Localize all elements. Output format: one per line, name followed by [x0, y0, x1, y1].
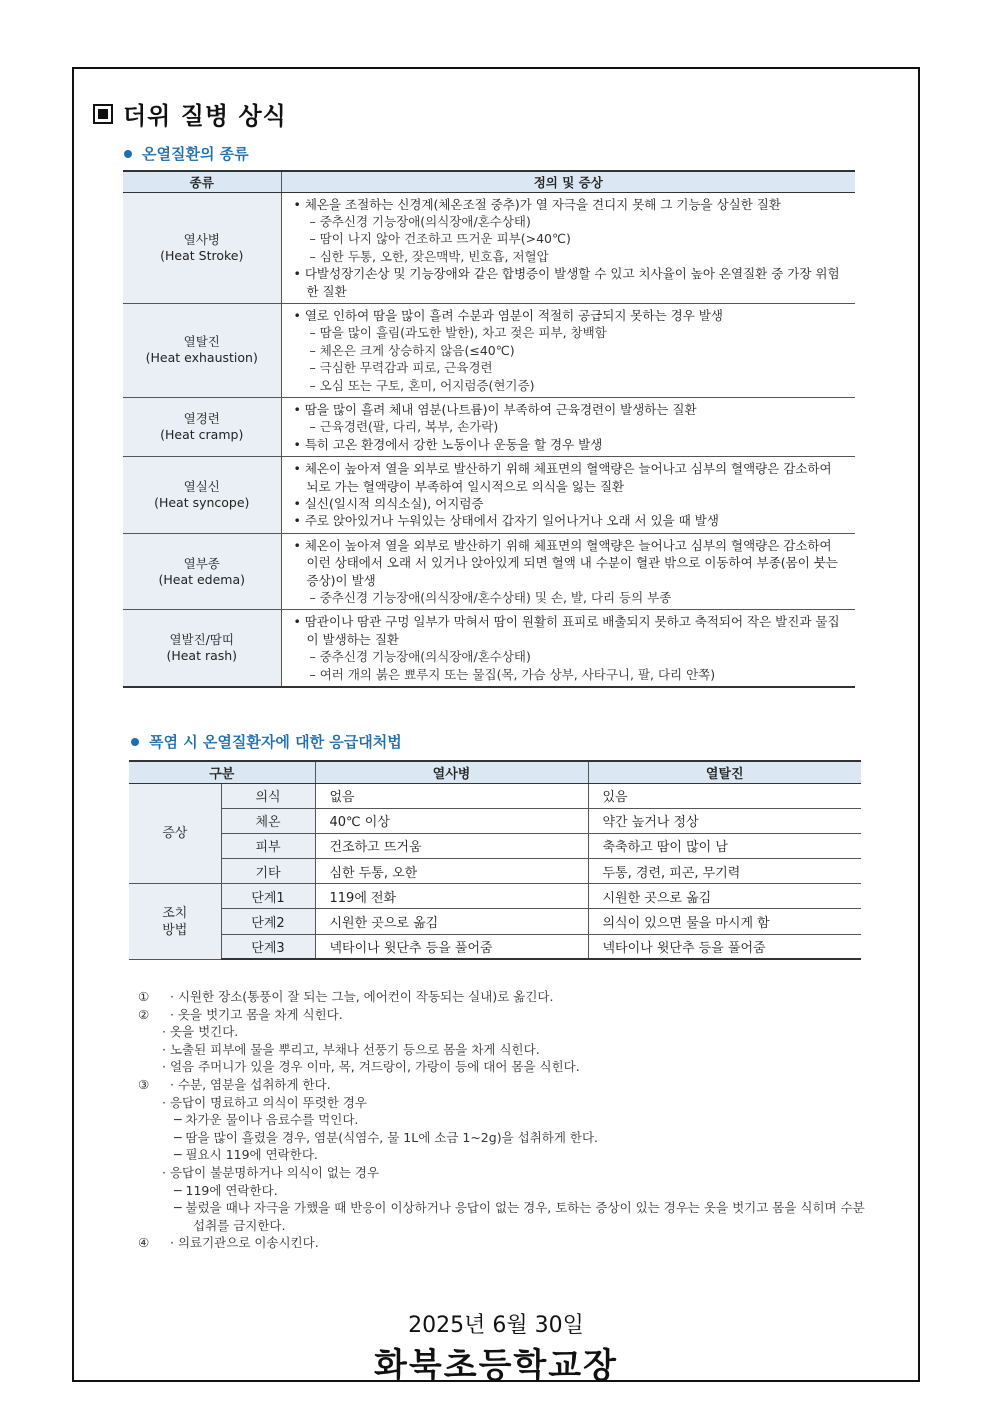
step-line: · 응답이 불분명하거나 의식이 없는 경우 — [162, 1164, 380, 1180]
col-header-group: 구분 — [129, 761, 315, 783]
principal-signature: 화북초등학교장 — [374, 1346, 618, 1386]
heat-illness-types-table — [123, 170, 855, 688]
step-text: · 시원한 장소(통풍이 잘 되는 그늘, 에어컨이 작동되는 실내)로 옮긴다. — [170, 989, 554, 1004]
table-row — [123, 397, 855, 456]
table-header-row — [129, 761, 861, 783]
heat-exhaustion-cell: 있음 — [588, 783, 861, 808]
illness-english-name: (Heat edema) — [158, 571, 246, 587]
step-line — [138, 1234, 868, 1252]
first-aid-steps — [138, 988, 868, 1252]
table-row — [129, 783, 861, 808]
section2-heading — [131, 731, 402, 752]
illness-description-cell — [281, 457, 855, 534]
illness-name-cell — [123, 457, 281, 534]
bullet-line: • 특히 고온 환경에서 강한 노동이나 운동을 할 경우 발생 — [294, 436, 848, 453]
bullet-dot-icon — [124, 150, 132, 158]
square-bullet-icon — [93, 104, 113, 124]
bullet-dot-icon — [131, 738, 139, 746]
group-cell: 증상 — [129, 783, 221, 884]
step-line: ─ 차가운 물이나 음료수를 먹인다. — [174, 1112, 359, 1128]
step-line: ─ 필요시 119에 연락한다. — [174, 1147, 318, 1163]
step-text: · 수분, 염분을 섭취하게 한다. — [170, 1076, 331, 1092]
illness-name-cell — [123, 397, 281, 456]
page-title — [93, 96, 287, 131]
heat-exhaustion-cell: 의식이 있으면 물을 마시게 함 — [588, 909, 861, 934]
step-line — [138, 1006, 868, 1024]
illness-description-cell — [281, 533, 855, 610]
dash-line: – 땀을 많이 흘림(과도한 발한), 차고 젖은 피부, 창백함 — [294, 324, 848, 341]
step-number: ② — [138, 1006, 150, 1022]
sub-category-cell: 체온 — [221, 808, 315, 833]
illness-name-cell — [123, 192, 281, 303]
sub-category-cell: 기타 — [221, 859, 315, 884]
step-number: ④ — [138, 1235, 150, 1251]
dash-line: – 오심 또는 구토, 혼미, 어지럼증(현기증) — [294, 377, 848, 394]
bullet-line: • 주로 앉아있거나 누워있는 상태에서 갑자기 일어나거나 오래 서 있을 때 발생 — [294, 512, 848, 529]
table-row — [123, 533, 855, 610]
table-row — [123, 192, 855, 303]
sub-category-cell: 의식 — [221, 783, 315, 808]
document-date: 2025년 6월 30일 — [408, 1313, 584, 1338]
first-aid-table — [129, 760, 861, 960]
table-row — [123, 303, 855, 397]
sub-category-cell: 단계2 — [221, 909, 315, 934]
step-line: · 응답이 명료하고 의식이 뚜렷한 경우 — [162, 1094, 367, 1110]
dash-line: – 체온은 크게 상승하지 않음(≤40℃) — [294, 342, 848, 359]
section1-heading-text: 온열질환의 종류 — [142, 145, 249, 163]
step-line: · 노출된 피부에 물을 뿌리고, 부채나 선풍기 등으로 몸을 차게 식힌다. — [162, 1041, 540, 1057]
col-header-heat-exhaustion: 열탈진 — [588, 761, 861, 783]
section2-heading-text: 폭염 시 온열질환자에 대한 응급대처법 — [149, 733, 402, 751]
illness-name: 열탈진 — [183, 334, 220, 350]
heatstroke-cell: 넥타이나 윗단추 등을 풀어줌 — [315, 934, 588, 959]
heatstroke-cell: 없음 — [315, 783, 588, 808]
dash-line: – 땀이 나지 않아 건조하고 뜨거운 피부(>40℃) — [294, 230, 848, 247]
dash-line: – 여러 개의 붉은 뾰루지 또는 물집(목, 가슴 상부, 사타구니, 팔, 다리 안쪽) — [294, 666, 848, 683]
bullet-line: • 체온이 높아져 열을 외부로 발산하기 위해 체표면의 혈액량은 늘어나고 심부의 혈액량은 감소하여 뇌로 가는 혈액량이 부족하여 일시적으로 의식을 잃는 질환 — [294, 460, 848, 495]
step-line — [138, 1076, 868, 1094]
illness-description-cell — [281, 610, 855, 687]
illness-name: 열부종 — [183, 555, 220, 571]
illness-name: 열발진/땀띠 — [169, 632, 235, 648]
step-number: ③ — [138, 1076, 150, 1092]
step-line: ─ 119에 연락한다. — [174, 1182, 278, 1198]
illness-english-name: (Heat exhaustion) — [145, 350, 258, 366]
illness-english-name: (Heat syncope) — [154, 495, 250, 510]
bullet-line: • 열로 인하여 땀을 많이 흘려 수분과 염분이 적절히 공급되지 못하는 경우 발생 — [294, 307, 848, 324]
illness-english-name: (Heat Stroke) — [160, 247, 244, 263]
heatstroke-cell: 시원한 곳으로 옮김 — [315, 909, 588, 934]
dash-line: – 극심한 무력감과 피로, 근육경련 — [294, 359, 848, 376]
section1-heading — [124, 143, 249, 164]
table-row — [129, 934, 861, 959]
group-cell: 조치 방법 — [129, 884, 221, 960]
dash-line: – 중추신경 기능장애(의식장애/혼수상태) — [294, 648, 848, 665]
table-row — [123, 610, 855, 687]
illness-name: 열사병 — [183, 231, 220, 247]
heatstroke-cell: 건조하고 뜨거움 — [315, 833, 588, 858]
step-line: · 옷을 벗긴다. — [162, 1024, 239, 1040]
illness-name-cell — [123, 303, 281, 397]
step-line: ─ 땀을 많이 흘렸을 경우, 염분(식염수, 물 1L에 소금 1~2g)을 섭취하게 한다. — [174, 1129, 599, 1145]
sub-category-cell: 단계1 — [221, 884, 315, 909]
col-header-heatstroke: 열사병 — [315, 761, 588, 783]
table-row — [129, 859, 861, 884]
heatstroke-cell: 심한 두통, 오한 — [315, 859, 588, 884]
sub-category-cell: 단계3 — [221, 934, 315, 959]
dash-line: – 근육경련(팔, 다리, 복부, 손가락) — [294, 418, 848, 435]
bullet-line: • 실신(일시적 의식소실), 어지럼증 — [294, 495, 848, 512]
page-title-text: 더위 질병 상식 — [123, 102, 287, 130]
dash-line: – 심한 두통, 오한, 잦은맥박, 빈호흡, 저혈압 — [294, 248, 848, 265]
step-line: ─ 불렀을 때나 자극을 가했을 때 반응이 이상하거나 응답이 없는 경우, 토하는 증상이 있는 경우는 옷을 벗기고 몸을 식히며 수분 섭취를 금지한다. — [174, 1200, 865, 1233]
bullet-line: • 체온을 조절하는 신경계(체온조절 중추)가 열 자극을 견디지 못해 그 기능을 상실한 질환 — [294, 196, 848, 213]
heatstroke-cell: 40℃ 이상 — [315, 808, 588, 833]
table-header-row — [123, 171, 855, 192]
col-header-desc: 정의 및 증상 — [281, 171, 855, 192]
heat-exhaustion-cell: 넥타이나 윗단추 등을 풀어줌 — [588, 934, 861, 959]
heatstroke-cell: 119에 전화 — [315, 884, 588, 909]
table-row — [129, 833, 861, 858]
step-text: · 의료기관으로 이송시킨다. — [170, 1235, 319, 1251]
illness-description-cell — [281, 192, 855, 303]
illness-name: 열실신 — [183, 479, 220, 494]
illness-description-cell — [281, 397, 855, 456]
bullet-line: • 다발성장기손상 및 기능장애와 같은 합병증이 발생할 수 있고 치사율이 높아 온열질환 중 가장 위험한 질환 — [294, 265, 848, 300]
bullet-line: • 땀관이나 땀관 구멍 일부가 막혀서 땀이 원활히 표피로 배출되지 못하고 축적되어 작은 발진과 물집이 발생하는 질환 — [294, 613, 848, 648]
illness-english-name: (Heat cramp) — [160, 427, 244, 443]
col-header-kind: 종류 — [123, 171, 281, 192]
step-number: ① — [138, 989, 150, 1004]
heat-exhaustion-cell: 축축하고 땀이 많이 남 — [588, 833, 861, 858]
illness-name-cell — [123, 610, 281, 687]
heat-exhaustion-cell: 약간 높거나 정상 — [588, 808, 861, 833]
bullet-line: • 땀을 많이 흘려 체내 염분(나트륨)이 부족하여 근육경련이 발생하는 질환 — [294, 401, 848, 418]
step-line — [138, 988, 868, 1006]
heat-exhaustion-cell: 두통, 경련, 피곤, 무기력 — [588, 859, 861, 884]
table-row — [123, 457, 855, 534]
heat-exhaustion-cell: 시원한 곳으로 옮김 — [588, 884, 861, 909]
step-line: · 얼음 주머니가 있을 경우 이마, 목, 겨드랑이, 가랑이 등에 대어 몸을 식힌다. — [162, 1059, 580, 1075]
dash-line: – 중추신경 기능장애(의식장애/혼수상태) — [294, 213, 848, 230]
step-text: · 옷을 벗기고 몸을 차게 식힌다. — [170, 1006, 343, 1022]
illness-name-cell — [123, 533, 281, 610]
illness-english-name: (Heat rash) — [166, 648, 238, 664]
dash-line: – 중추신경 기능장애(의식장애/혼수상태) 및 손, 발, 다리 등의 부종 — [294, 589, 848, 606]
table-row — [129, 884, 861, 909]
illness-description-cell — [281, 303, 855, 397]
illness-name: 열경련 — [183, 411, 220, 427]
sub-category-cell: 피부 — [221, 833, 315, 858]
table-row — [129, 808, 861, 833]
table-row — [129, 909, 861, 934]
bullet-line: • 체온이 높아져 열을 외부로 발산하기 위해 체표면의 혈액량은 늘어나고 심부의 혈액량은 감소하여 이런 상태에서 오래 서 있거나 앉아있게 되면 혈액 내 수분이 혈관 밖으로 이동하여 부종(몸이 붓는 증상)이 발생 — [294, 537, 848, 589]
